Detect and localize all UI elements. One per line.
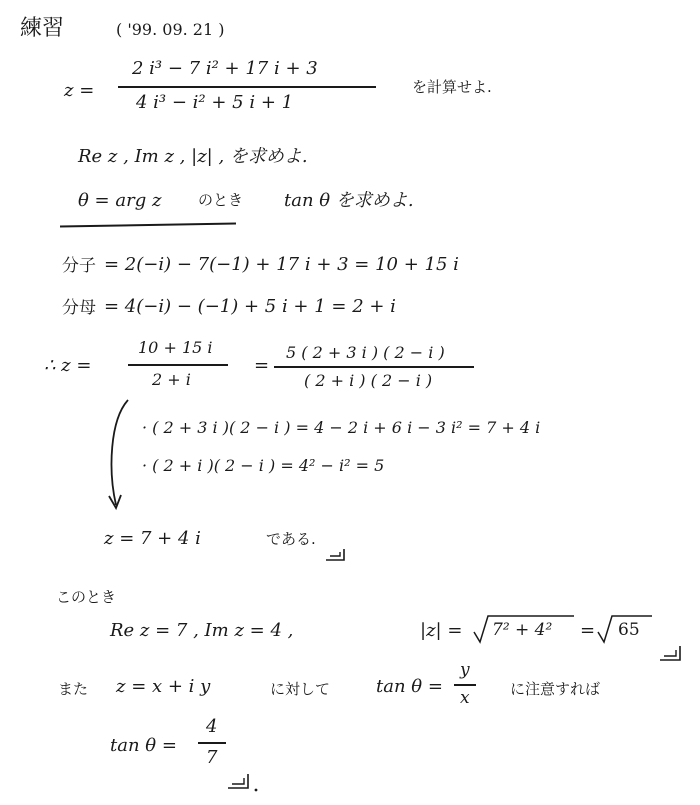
fraction3-numerator: 5 ( 2 + 3 i ) ( 2 − i ) bbox=[286, 343, 445, 362]
label-denominator: 分母 bbox=[62, 298, 96, 318]
fraction2-numerator: 10 + 15 i bbox=[138, 338, 213, 357]
problem-instruction-compute: を計算せよ. bbox=[412, 78, 492, 96]
fraction2-denominator: 2 + i bbox=[152, 370, 191, 389]
calc-numerator-expand: · ( 2 + 3 i )( 2 − i ) = 4 − 2 i + 6 i − 3 i² = 7 + 4 i bbox=[142, 418, 541, 437]
abs-z-equals: |z| = bbox=[420, 620, 463, 641]
exercise-title: 練習 bbox=[20, 16, 65, 41]
problem-fraction-denominator: 4 i³ − i² + 5 i + 1 bbox=[136, 92, 294, 113]
result-suffix: である. bbox=[266, 530, 316, 548]
problem-tan-theta: tan θ を求めよ. bbox=[284, 190, 414, 211]
sqrt-equals: = bbox=[580, 620, 596, 641]
problem-fraction-numerator: 2 i³ − 7 i² + 17 i + 3 bbox=[132, 58, 318, 79]
label-this-time: このとき bbox=[56, 588, 117, 606]
fraction3-equals: = bbox=[254, 355, 270, 376]
fraction-x: x bbox=[460, 688, 470, 708]
label-noting-that: に注意すれば bbox=[510, 680, 601, 698]
label-with-respect-to: に対して bbox=[270, 680, 331, 698]
label-also: また bbox=[58, 680, 89, 698]
calc-denominator-expand: · ( 2 + i )( 2 − i ) = 4² − i² = 5 bbox=[142, 456, 385, 475]
problem-when: のとき bbox=[198, 191, 244, 209]
numerator-calculation: = 2(−i) − 7(−1) + 17 i + 3 = 10 + 15 i bbox=[104, 254, 459, 275]
problem-theta-arg: θ = arg z bbox=[78, 190, 162, 211]
therefore-z: ∴ z = bbox=[44, 355, 92, 376]
tan-theta-final-equals: tan θ = bbox=[110, 735, 177, 756]
exercise-date: ( '99. 09. 21 ) bbox=[116, 20, 225, 39]
problem-line-re-im-abs: Re z , Im z , |z| , を求めよ. bbox=[78, 146, 308, 167]
re-im-values: Re z = 7 , Im z = 4 , bbox=[110, 620, 294, 641]
denominator-calculation: = 4(−i) − (−1) + 5 i + 1 = 2 + i bbox=[104, 296, 396, 317]
tan-theta-equals: tan θ = bbox=[376, 676, 443, 697]
z-equals-x-iy: z = x + i y bbox=[116, 676, 211, 697]
fraction3-denominator: ( 2 + i ) ( 2 − i ) bbox=[304, 371, 433, 390]
final-fraction-denominator: 7 bbox=[206, 747, 218, 768]
sqrt-radicand-1: 7² + 4² bbox=[492, 620, 553, 640]
sqrt-radicand-2: 65 bbox=[618, 620, 640, 640]
result-z: z = 7 + 4 i bbox=[104, 528, 201, 549]
problem-z-equals: z = bbox=[64, 80, 95, 101]
fraction-y: y bbox=[460, 660, 470, 680]
final-fraction-numerator: 4 bbox=[206, 716, 218, 737]
label-numerator: 分子 bbox=[62, 256, 96, 276]
